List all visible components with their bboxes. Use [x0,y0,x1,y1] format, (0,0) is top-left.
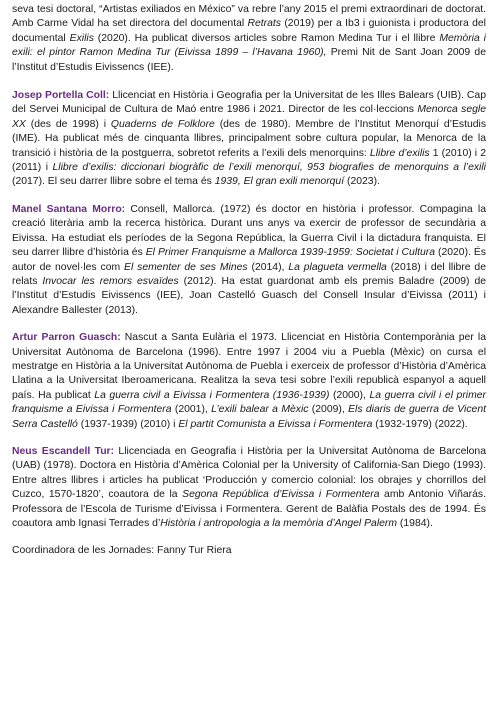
bio-text: (2000), [329,389,370,401]
bio-text: Nascut a Santa Eulària el 1973. Llicenciat en Història Contemporània per la Universitat Autònoma de Barcelona (1996). Entre 1997 i 2004 viu a Puebla (Mèxic) on cursa el mestratge en Història a la Universitat Autònoma de Puebla i exerceix de professor d’Història d’Amèrica Llatina a la Universitat Iberoamericana. Realitza la seva tesi sobre l’exili republicà espanyol a aquell país. Ha publicat [12,332,486,401]
work-title: Història i antropologia a la memòria d’Angel Palerm [160,518,398,529]
bio-text: (2001), [171,404,212,416]
author-name: Artur Parron Guasch: [12,332,121,344]
work-title: La plagueta vermella [288,261,387,273]
work-title: El sementer de ses Mines [124,261,248,273]
bio-text: (1984). [397,518,433,529]
bio-text: (2018) i del llibre de relats [12,261,486,287]
intro-paragraph [12,3,486,75]
bio-text: (2020). És autor de novel·les com [12,247,487,273]
work-title: Llibre d’exilis [369,147,430,159]
work-title: La guerra civil a Eivissa i Formentera (1936-1939) [94,389,330,401]
bio-text: (2023). [344,176,380,188]
bio-text: seva tesi doctoral, “Artistas exiliados en México” va rebre l’any 2015 el premi extraordinari de doctorat. Amb Carme Vidal ha set directora del documental [12,4,486,30]
author-name: Josep Portella Coll: [12,90,110,102]
bio-text: (2012). Ha estat guardonat amb els premis Baladre (2009) de l’Institut d’Estudis Eivissencs (IEE), Joan Castelló Guasch del Consell Insular d’Eivissa (2011) i Alexandre Ballester (2013). [12,275,487,316]
bio-text: amb Antonio Viñarás. Professora de l’Escola de Turisme d’Eivissa i Formentera. Gerent de Balàfia Postals des de 1994. És coautora amb Ignasi Terrades d’ [12,489,486,529]
bio-text: Llicenciada en Geografia i Història per la Universitat Autònoma de Barcelona (UAB) (1978). Doctora en Història d’Amèrica Colonial per la University of California-San Diego (1993). Entre altres llibres i articles ha publicat ‘Producción y comercio colonial: los obrajes y chorrillos del Cuzco, 1570-1820’, coautora de la [12,445,486,501]
bio-text: Premi Nit de Sant Joan 2009 de l’Institut d’Estudis Eivissencs (IEE). [12,47,486,73]
work-title: El Primer Franquisme a Mallorca 1939-1959: Societat i Cultura [145,247,436,259]
work-title: El partit Comunista a Eivissa i Formentera [178,418,373,430]
bio-paragraph [12,203,486,318]
bio-text: Llicenciat en Història i Geografia per la Universitat de les Illes Balears (UIB). Cap del Servei Municipal de Cultura de Maó entre 1986 i 2021. Director de les col·leccions [12,90,486,116]
work-title: Quaderns de Folklore [110,118,215,130]
author-name: Manel Santana Morro: [12,203,126,215]
bio-text: (des de 1980). Membre de l’Institut Menorquí d’Estudis (IME). Ha publicat més de cinquanta llibres, principalment sobre cultura popular, la Menorca de la transició i història de la postguerra, sobretot referits a l’exili dels menorquins: [12,118,487,159]
coordinator-line: Coordinadora de les Jornades: Fanny Tur Riera [12,545,232,557]
bio-text: (2019) per a Ib3 i guionista i productora del documental [12,18,486,44]
bio-text: (1932-1979) (2022). [372,418,468,430]
work-title: Exilis [69,32,94,44]
bio-text: (des de 1998) i [25,118,111,130]
work-title: 1939, El gran exili menorquí [214,176,345,188]
biography-list [12,3,486,531]
bio-text: (2014), [247,261,289,273]
bio-text: 1 (2010) i 2 (2011) i [12,147,487,174]
work-title: Els diaris de guerra de Vicent Serra Castelló [12,404,486,430]
work-title: Segona República d’Eivissa i Formentera [182,489,380,501]
bio-text: Consell, Mallorca. (1972) és doctor en història i professor. Compagina la creació literària amb la recerca històrica. Durant uns anys va exercir de professor de secundària a Eivissa. Ha estudiat els períodes de la Segona República, la Guerra Civil i la dictadura franquista. El seu darrer llibre d’història és [12,203,486,259]
bio-text: (2009), [308,404,349,416]
bio-paragraph [12,89,486,190]
work-title: Memòria i exili: el pintor Ramon Medina Tur (Eivissa 1899 – l’Havana 1960), [12,32,486,59]
bio-paragraph [12,331,486,432]
bio-paragraph [12,445,486,531]
bio-text: (2020). Ha publicat diversos articles sobre Ramon Medina Tur i el llibre [93,32,440,44]
work-title: Retrats [247,18,282,30]
author-name: Neus Escandell Tur: [12,445,115,457]
work-title: Llibre d’exilis: diccionari biogràfic de l’exili menorquí, 953 biografies de menorquins a l’exili [52,162,486,174]
bio-text: (1937-1939) (2010) i [77,418,179,430]
work-title: Invocar les remors esvaïdes [42,275,179,287]
work-title: Menorca segle XX [12,104,486,130]
bio-text: (2017). El seu darrer llibre sobre el tema és [12,176,215,188]
work-title: La guerra civil i el primer franquisme a Eivissa i Formentera [12,389,486,416]
work-title: L’exili balear a Mèxic [211,404,309,416]
